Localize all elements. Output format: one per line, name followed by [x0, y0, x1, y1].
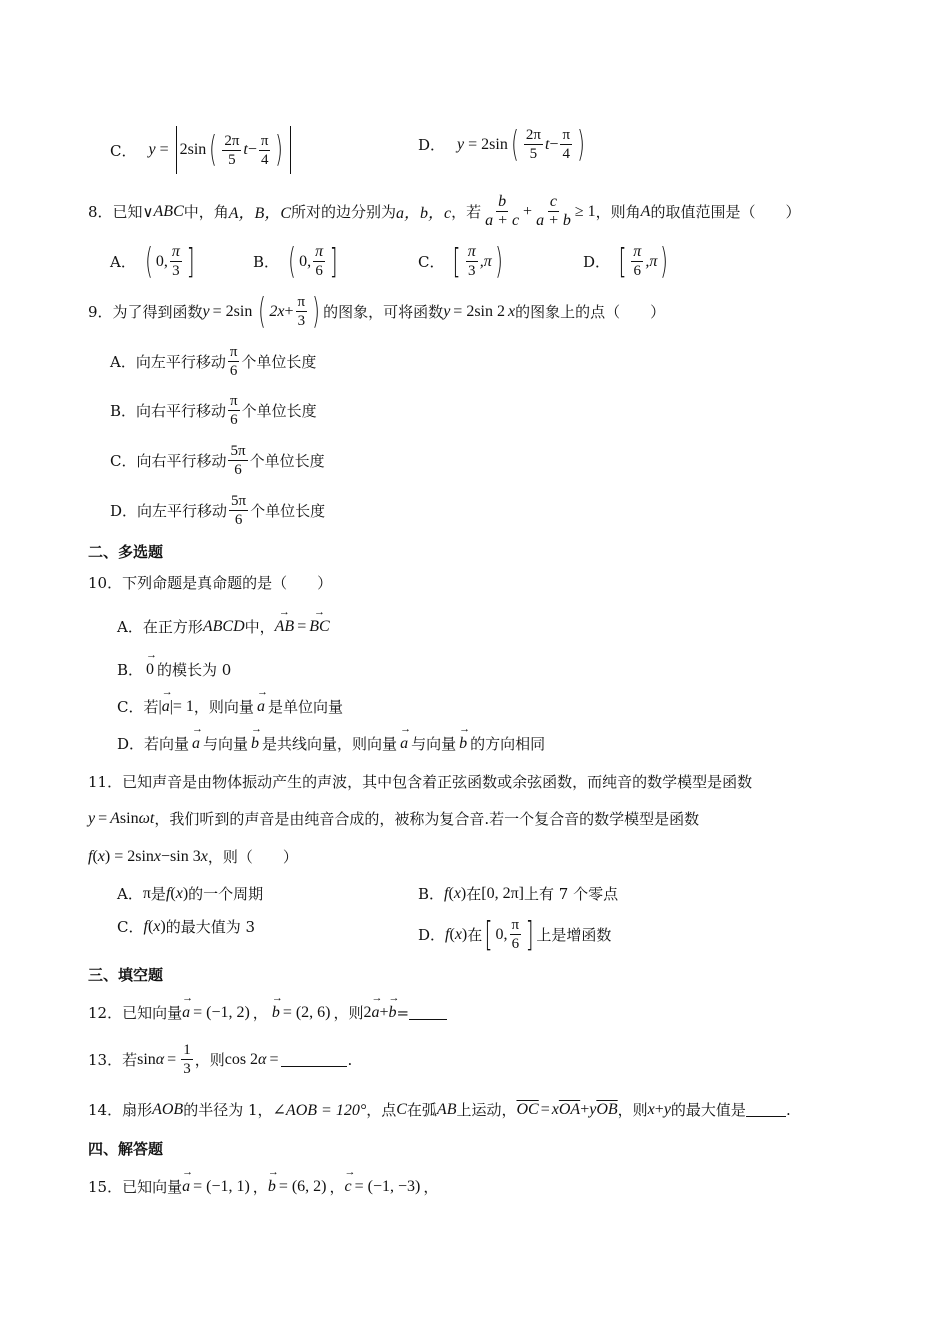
- q10-option-b: B． → 0 的模长为 0: [117, 659, 231, 680]
- q9-option-b: B．向右平行移动 $\frac{\pi}{6}$ 个单位长度: [110, 393, 317, 428]
- q11-line1: 11．已知声音是由物体振动产生的声波，其中包含着正弦函数或余弦函数，而纯音的数学模型是函数: [88, 773, 753, 791]
- q12-answer-blank[interactable]: [409, 1005, 447, 1020]
- q11-option-c: C． f ( x ) 的最大值为 3: [117, 917, 256, 936]
- q14-answer-blank[interactable]: [746, 1102, 786, 1117]
- q10-option-a: A．在正方形 ABCD 中， → AB = → BC: [117, 616, 330, 637]
- q10-stem: 10．下列命题是真命题的是（ ）: [88, 574, 333, 592]
- q9-option-c: C．向右平行移动 $\frac{5\pi}{6}$ 个单位长度: [110, 443, 325, 478]
- q11-option-a: A． π 是 f ( x ) 的一个周期: [117, 884, 264, 903]
- q11-option-b: B． f ( x ) 在 [0, 2π] 上有 7 个零点: [418, 884, 619, 903]
- q11-line2: y = A sin ωt ，我们听到的声音是由纯音合成的，被称为复合音.若一个复合音的数学模型是函数: [88, 809, 700, 828]
- q13-answer-blank[interactable]: [281, 1052, 347, 1067]
- q11-option-d: D． f ( x ) 在 [ 0, $\frac{\pi}{6}$ ] 上是增函数: [418, 914, 612, 955]
- q8-option-c: C． [ $\frac{\pi}{3}$ ,π ): [418, 240, 503, 282]
- q13: 13．若 sin α = $\frac{1}{3}$ ，则 cos 2 α = .: [88, 1042, 353, 1077]
- q9-stem: 9．为了得到函数 y = 2sin ( 2x + $\frac{\pi}{3}$ ) 的图象，可将函数 y = 2sin 2 x 的图象上的点（ ）: [88, 290, 666, 332]
- q7-option-c: C． y = 2sin ( $\frac{2\pi}{5}$ t − $\frac{\pi}{4}$ ): [110, 126, 294, 174]
- q15: 15．已知向量 → a = (−1, 1) ， → b = (6, 2) ， → c = (−1, −3) ，: [88, 1176, 438, 1197]
- q14: 14．扇形 AOB 的半径为 1， ∠AOB = 120° ，点 C 在弧 AB 上运动， $\overline{OC}$ = x $\overline{OA}$ + y $\overline{OB}$ ，则 x + y 的最大值是 .: [88, 1100, 791, 1119]
- q8-option-b: B． ( 0, $\frac{\pi}{6}$ ]: [253, 240, 338, 282]
- q10-option-d: D．若向量 → a 与向量 → b 是共线向量，则向量 → a 与向量 → b 的方向相同: [117, 733, 545, 754]
- q8-option-a: A． ( 0, $\frac{\pi}{3}$ ]: [110, 240, 195, 282]
- q9-option-d: D．向左平行移动 $\frac{5\pi}{6}$ 个单位长度: [110, 493, 326, 528]
- q7-option-d: D． y = 2sin ( $\frac{2\pi}{5}$ t − $\frac{\pi}{4}$ ): [418, 123, 585, 165]
- section-heading-solution: 四、解答题: [88, 1140, 164, 1158]
- section-heading-multiple-choice: 二、多选题: [88, 543, 164, 561]
- q12: 12．已知向量 → a = (−1, 2) ， → b = (2, 6) ，则 2 → a + → b =: [88, 1002, 447, 1023]
- q9-option-a: A．向左平行移动 $\frac{\pi}{6}$ 个单位长度: [110, 344, 317, 379]
- q8-stem: 8．已知 ∨ ABC 中，角 A，B，C 所对的边分别为 a，b，c ，若 $\frac{b}{a + c}$ + $\frac{c}{a + b}$ ≥ 1 ，则角 A 的取值范围是（ ）: [88, 193, 801, 229]
- section-heading-fill-blank: 三、填空题: [88, 966, 164, 984]
- q10-option-c: C．若 | → a |= 1 ，则向量 → a 是单位向量: [117, 696, 343, 717]
- q11-line3: f ( x ) = 2sin x −sin 3 x ，则（ ）: [88, 847, 298, 866]
- q8-option-d: D． [ $\frac{\pi}{6}$ ,π ): [583, 240, 669, 282]
